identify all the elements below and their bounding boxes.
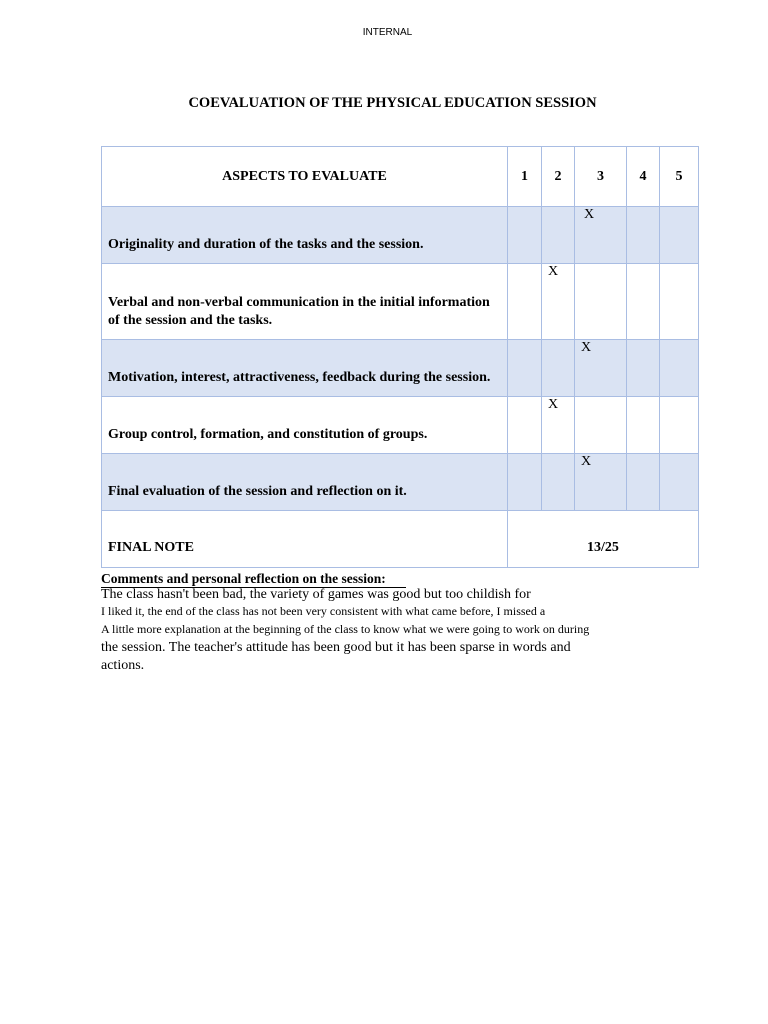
aspect-label: Originality and duration of the tasks and the session. <box>102 207 508 264</box>
score-cell-5 <box>660 264 699 340</box>
aspects-header: ASPECTS TO EVALUATE <box>102 147 508 207</box>
score-header-3: 3 <box>575 147 627 207</box>
score-cell-1 <box>508 207 542 264</box>
score-cell-4 <box>627 454 660 511</box>
document-title: COEVALUATION OF THE PHYSICAL EDUCATION SESSION <box>188 95 597 111</box>
score-cell-2 <box>542 340 575 397</box>
evaluation-table <box>101 146 699 568</box>
score-cell-5 <box>660 454 699 511</box>
score-cell-3 <box>575 454 627 511</box>
score-header-1: 1 <box>508 147 542 207</box>
score-cell-5 <box>660 207 699 264</box>
aspect-label: Group control, formation, and constitution of groups. <box>102 397 508 454</box>
table-row <box>102 454 699 511</box>
score-mark: X <box>584 207 595 222</box>
score-cell-1 <box>508 264 542 340</box>
score-cell-3 <box>575 397 627 454</box>
comments-heading: Comments and personal reflection on the session: <box>101 571 406 588</box>
score-mark: X <box>548 397 559 412</box>
score-cell-4 <box>627 207 660 264</box>
table-row <box>102 397 699 454</box>
score-header-4: 4 <box>627 147 660 207</box>
score-header-5: 5 <box>660 147 699 207</box>
table-row <box>102 264 699 340</box>
score-cell-2 <box>542 397 575 454</box>
header-classification-label: INTERNAL <box>362 27 413 38</box>
score-cell-2 <box>542 454 575 511</box>
table-row <box>102 207 699 264</box>
score-cell-3 <box>575 340 627 397</box>
score-mark: X <box>581 340 592 355</box>
score-cell-1 <box>508 397 542 454</box>
score-cell-5 <box>660 397 699 454</box>
score-cell-1 <box>508 454 542 511</box>
score-cell-4 <box>627 397 660 454</box>
score-cell-5 <box>660 340 699 397</box>
final-note-label: FINAL NOTE <box>102 511 508 568</box>
score-cell-4 <box>627 340 660 397</box>
score-header-2: 2 <box>542 147 575 207</box>
comment-line: actions. <box>101 658 145 673</box>
table-header-row <box>102 147 699 207</box>
comment-line: I liked it, the end of the class has not been very consistent with what came before, I missed a <box>101 604 546 618</box>
comment-line: the session. The teacher's attitude has been good but it has been sparse in words and <box>101 640 571 655</box>
score-cell-3 <box>575 264 627 340</box>
score-cell-4 <box>627 264 660 340</box>
aspect-label: Final evaluation of the session and reflection on it. <box>102 454 508 511</box>
aspect-label: Motivation, interest, attractiveness, feedback during the session. <box>102 340 508 397</box>
score-cell-3 <box>575 207 627 264</box>
score-cell-2 <box>542 207 575 264</box>
final-note-score: 13/25 <box>508 511 699 568</box>
comment-line: A little more explanation at the beginning of the class to know what we were going to work on during <box>101 622 590 636</box>
table-row <box>102 340 699 397</box>
score-cell-2 <box>542 264 575 340</box>
final-note-row <box>102 511 699 568</box>
score-mark: X <box>548 264 559 279</box>
score-cell-1 <box>508 340 542 397</box>
aspect-label: Verbal and non-verbal communication in the initial information of the session and the tasks. <box>102 264 508 340</box>
score-mark: X <box>581 454 592 469</box>
comment-line: The class hasn't been bad, the variety of games was good but too childish for <box>101 587 531 602</box>
